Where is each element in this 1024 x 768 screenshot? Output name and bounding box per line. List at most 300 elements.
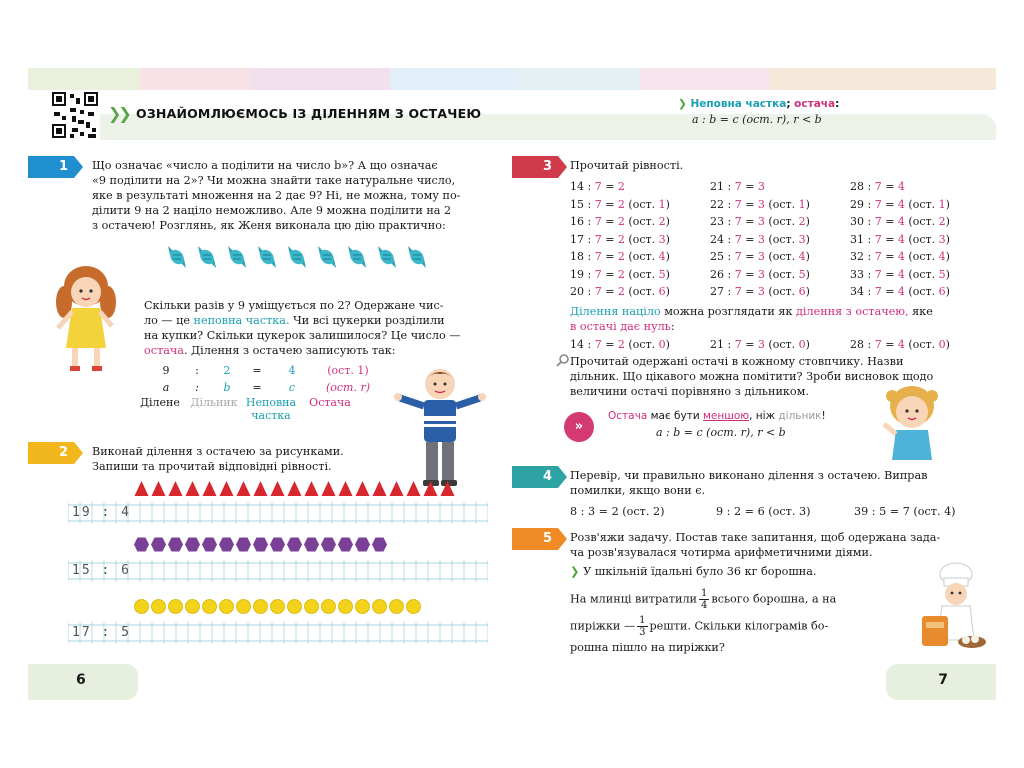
eq-rem-label: (ост. <box>624 285 659 299</box>
eq-op: : <box>724 232 735 246</box>
eq-remainder: 1 <box>658 197 666 211</box>
candy-icon <box>164 242 190 272</box>
eq-op: : <box>864 285 875 299</box>
writing-grid[interactable] <box>68 560 488 582</box>
candy-icon <box>314 242 340 272</box>
eq-eq: = <box>601 232 618 246</box>
task-4-text <box>570 468 990 498</box>
eq-rem-label: (ост. <box>904 197 939 211</box>
eq-quotient: 3 <box>757 180 765 194</box>
eq-op: : <box>724 267 735 281</box>
eq-divisor: 7 <box>734 338 742 352</box>
eq-rem-close: ) <box>945 197 950 211</box>
eq-eq: = <box>881 180 898 194</box>
eq-eq: = <box>741 232 758 246</box>
circle-shape <box>168 598 183 615</box>
task-3-number-badge: 3 <box>512 156 558 178</box>
equation-row <box>570 213 990 231</box>
task-5-problem <box>570 562 916 658</box>
task-1-explanation <box>144 298 484 358</box>
eq-rem-close: ) <box>805 232 810 246</box>
hexagon-shape <box>202 536 217 553</box>
eq-op: : <box>724 338 735 352</box>
eq-rem-close: ) <box>665 285 670 299</box>
eq-eq: = <box>601 250 618 264</box>
fraction-denominator: 3 <box>639 627 646 638</box>
eq-rem-label: (ост. <box>764 338 799 352</box>
zero-remainder-grid <box>570 336 990 354</box>
circle-shape <box>321 598 336 615</box>
task-2-line: Запиши та прочитай відповідні рівності. <box>92 460 332 473</box>
circle-shape <box>406 598 421 615</box>
boy-illustration <box>390 364 490 492</box>
eq-op: : <box>584 180 595 194</box>
eq-dividend: 25 <box>710 250 724 264</box>
fraction-one-third <box>637 615 647 638</box>
task-2-line: Виконай ділення з остачею за рисунками. <box>92 445 344 458</box>
equation-cell <box>710 268 850 281</box>
equation-cell <box>850 180 990 193</box>
note-text: можна розглядати як <box>660 305 797 318</box>
equation-row <box>570 283 990 301</box>
hexagon-shape <box>236 536 251 553</box>
eq-eq: = <box>881 338 898 352</box>
chapter-title: ОЗНАЙОМЛЮЄМОСЬ ІЗ ДІЛЕННЯМ З ОСТАЧЕЮ <box>136 106 482 121</box>
problem-text: всього борошна, а на <box>711 592 837 606</box>
eq-eq: = <box>881 232 898 246</box>
task-1-line: з остачею! Розглянь, як Женя виконала цю дію практично: <box>92 219 446 232</box>
callout-term-divisor: дільник <box>778 410 822 422</box>
qr-code-icon[interactable] <box>50 90 100 140</box>
equation-row <box>570 336 990 354</box>
eq-quotient: 3 <box>757 232 765 246</box>
eq-rem-label: (ост. <box>764 285 799 299</box>
eq-dividend: 14 <box>570 338 584 352</box>
eq-rem-label: (ост. <box>904 215 939 229</box>
circle-shape <box>270 598 285 615</box>
eq-dividend: 16 <box>570 215 584 229</box>
eq-remainder: 6 <box>938 285 946 299</box>
rule-terms <box>678 98 848 110</box>
eq-rem-close: ) <box>945 215 950 229</box>
task-1-text <box>92 158 484 233</box>
eq-quotient: 2 <box>617 250 625 264</box>
eq-quotient: 2 <box>617 180 625 194</box>
eq-divisor: 7 <box>594 250 602 264</box>
equation-cell <box>710 338 850 351</box>
candy-icon <box>284 242 310 272</box>
hexagon-shape <box>151 536 166 553</box>
eq-dividend: 17 <box>570 232 584 246</box>
equation-row <box>570 248 990 266</box>
eq-op: : <box>584 215 595 229</box>
schema-op: : <box>195 364 199 377</box>
rule-chevron-icon: ❯ <box>678 98 691 110</box>
eq-eq: = <box>601 267 618 281</box>
eq-dividend: 33 <box>850 267 864 281</box>
writing-grid[interactable] <box>68 622 488 644</box>
schema-quotient: 4 <box>288 364 296 377</box>
eq-rem-label: (ост. <box>624 232 659 246</box>
candy-icon <box>194 242 220 272</box>
task-3-note <box>570 304 990 334</box>
schema-row-example <box>146 362 380 379</box>
note-term-zero: в остачі дає нуль <box>570 320 671 333</box>
triangle-row <box>134 480 455 497</box>
note-term-remainder-division: ділення з остачею, <box>796 305 909 318</box>
rule-term-partial: Неповна частка <box>690 98 787 110</box>
eq-dividend: 23 <box>710 215 724 229</box>
callout-term-remainder: Остача <box>608 410 648 422</box>
eq-quotient: 4 <box>897 285 905 299</box>
task-5-line: ча розв'язувалася чотирма арифметичними діями. <box>570 546 873 559</box>
callout-text-part: ! <box>821 410 826 422</box>
task-1-line: Що означає «число a поділити на число b»? А що означає <box>92 159 438 172</box>
circle-shape <box>389 598 404 615</box>
page-number-right: 7 <box>938 672 948 688</box>
hexagon-shape <box>304 536 319 553</box>
eq-op: : <box>724 180 735 194</box>
triangle-shape <box>253 480 268 497</box>
eq-rem-label: (ост. <box>764 232 799 246</box>
eq-quotient: 3 <box>757 197 765 211</box>
schema-quotient: c <box>288 381 296 394</box>
eq-remainder: 6 <box>658 285 666 299</box>
eq-op: : <box>724 215 735 229</box>
caption-dividend: Ділене <box>140 396 180 409</box>
eq-divisor: 7 <box>874 180 882 194</box>
magnifier-icon <box>556 353 570 367</box>
eq-eq: = <box>741 180 758 194</box>
eq-dividend: 27 <box>710 285 724 299</box>
triangle-shape <box>219 480 234 497</box>
hexagon-shape <box>321 536 336 553</box>
eq-dividend: 32 <box>850 250 864 264</box>
rule-separator: ; <box>786 98 795 110</box>
eq-rem-close: ) <box>945 267 950 281</box>
eq-quotient: 3 <box>757 250 765 264</box>
eq-divisor: 7 <box>734 285 742 299</box>
rule-colon: : <box>835 98 840 110</box>
eq-rem-label: (ост. <box>624 250 659 264</box>
eq-op: : <box>584 267 595 281</box>
explanation-text: ло — це <box>144 314 194 327</box>
eq-remainder: 5 <box>658 267 666 281</box>
fraction-one-quarter <box>699 588 709 611</box>
problem-chevron-icon: ❯ <box>570 565 584 578</box>
candy-icon <box>404 242 430 272</box>
equation-cell <box>850 198 990 211</box>
eq-dividend: 31 <box>850 232 864 246</box>
task-5-line: Розв'яжи задачу. Постав таке запитання, щоб одержана зада- <box>570 531 941 544</box>
triangle-shape <box>423 480 438 497</box>
question-line: Прочитай одержані остачі в кожному стовпчику. Назви <box>570 355 904 368</box>
note-line <box>570 304 990 319</box>
eq-remainder: 4 <box>658 250 666 264</box>
problem-line: рошна пішло на пиріжки? <box>570 641 725 654</box>
explanation-text: . Ділення з остачею записують так: <box>183 344 396 357</box>
eq-divisor: 7 <box>594 215 602 229</box>
eq-op: : <box>864 180 875 194</box>
eq-rem-label: (ост. <box>904 250 939 264</box>
circle-shape <box>304 598 319 615</box>
eq-op: : <box>724 197 735 211</box>
task-3-intro: Прочитай рівності. <box>570 159 684 172</box>
circle-shape <box>185 598 200 615</box>
eq-dividend: 26 <box>710 267 724 281</box>
eq-quotient: 4 <box>897 197 905 211</box>
eq-quotient: 4 <box>897 267 905 281</box>
equation-cell <box>710 233 850 246</box>
hexagon-shape <box>219 536 234 553</box>
eq-remainder: 2 <box>798 215 806 229</box>
eq-remainder: 5 <box>798 267 806 281</box>
hexagon-shape <box>338 536 353 553</box>
eq-quotient: 3 <box>757 267 765 281</box>
fraction-denominator: 4 <box>701 600 708 611</box>
eq-divisor: 7 <box>734 267 742 281</box>
triangle-shape <box>406 480 421 497</box>
eq-rem-label: (ост. <box>764 197 799 211</box>
equation-cell <box>850 233 990 246</box>
equation-cell <box>570 285 710 298</box>
eq-remainder: 3 <box>938 232 946 246</box>
eq-rem-label: (ост. <box>624 215 659 229</box>
eq-dividend: 28 <box>850 180 864 194</box>
eq-rem-label: (ост. <box>904 338 939 352</box>
task-5-text <box>570 530 990 560</box>
equation-row <box>570 178 990 196</box>
circle-shape <box>202 598 217 615</box>
eq-rem-close: ) <box>805 197 810 211</box>
division-schema <box>140 362 380 426</box>
eq-divisor: 7 <box>874 285 882 299</box>
task-4-line: Перевір, чи правильно виконано ділення з остачею. Виправ <box>570 469 928 482</box>
chapter-header <box>28 90 996 142</box>
triangle-shape <box>440 480 455 497</box>
eq-eq: = <box>601 285 618 299</box>
circle-shape <box>372 598 387 615</box>
eq-rem-label: (ост. <box>764 250 799 264</box>
top-band-sand <box>770 68 996 90</box>
eq-quotient: 4 <box>897 250 905 264</box>
circle-shape <box>338 598 353 615</box>
triangle-shape <box>372 480 387 497</box>
eq-quotient: 2 <box>617 285 625 299</box>
eq-quotient: 2 <box>617 215 625 229</box>
eq-op: : <box>864 250 875 264</box>
problem-line <box>570 562 916 582</box>
callout-text <box>608 410 826 422</box>
eq-rem-close: ) <box>665 338 670 352</box>
explanation-text: Чи всі цукерки розділили <box>289 314 445 327</box>
eq-divisor: 7 <box>874 232 882 246</box>
question-line: величини остачі порівняно з дільником. <box>570 385 809 398</box>
eq-op: : <box>864 338 875 352</box>
eq-op: : <box>584 285 595 299</box>
schema-remainder: (ост. r) <box>325 381 371 394</box>
top-band-lilac <box>250 68 390 90</box>
eq-rem-close: ) <box>805 250 810 264</box>
task-4-line: помилки, якщо вони є. <box>570 484 706 497</box>
hexagon-shape <box>287 536 302 553</box>
eq-divisor: 7 <box>874 215 882 229</box>
grid-label-17-5: 17 : 5 <box>72 625 131 640</box>
rule-callout <box>564 406 832 448</box>
candy-icon <box>254 242 280 272</box>
eq-remainder: 0 <box>798 338 806 352</box>
eq-op: : <box>584 197 595 211</box>
note-text: : <box>670 320 675 333</box>
schema-remainder: (ост. 1) <box>327 364 369 377</box>
eq-rem-close: ) <box>805 215 810 229</box>
eq-dividend: 30 <box>850 215 864 229</box>
eq-remainder: 6 <box>798 285 806 299</box>
task-5-number-badge: 5 <box>512 528 558 550</box>
eq-quotient: 4 <box>897 232 905 246</box>
eq-eq: = <box>741 338 758 352</box>
schema-divisor: 2 <box>223 364 231 377</box>
eq-divisor: 7 <box>594 338 602 352</box>
textbook-spread <box>28 68 996 700</box>
equation-row <box>570 196 990 214</box>
schema-captions <box>140 396 380 426</box>
question-line: дільник. Що цікавого можна помітити? Зроби висновок щодо <box>570 370 934 383</box>
triangle-shape <box>321 480 336 497</box>
explanation-line: на купки? Скільки цукерок залишилося? Це число — <box>144 329 461 342</box>
hexagon-shape <box>168 536 183 553</box>
right-page <box>512 152 996 700</box>
callout-text-part: має бути <box>647 410 703 422</box>
equation-cell <box>570 233 710 246</box>
equation-grid <box>570 178 990 301</box>
triangle-shape <box>168 480 183 497</box>
eq-quotient: 3 <box>757 285 765 299</box>
eq-eq: = <box>881 215 898 229</box>
term-remainder: остача <box>144 344 184 357</box>
page-number-left: 6 <box>76 672 86 688</box>
eq-rem-close: ) <box>805 267 810 281</box>
problem-text: решти. Скільки кілограмів бо- <box>649 619 829 633</box>
top-band-rose <box>640 68 770 90</box>
eq-rem-label: (ост. <box>904 285 939 299</box>
triangle-shape <box>134 480 149 497</box>
writing-grid[interactable] <box>68 502 488 524</box>
circle-shape <box>236 598 251 615</box>
eq-quotient: 4 <box>897 338 905 352</box>
equation-cell <box>850 268 990 281</box>
schema-eq: = <box>252 364 262 377</box>
equation-cell <box>570 215 710 228</box>
eq-op: : <box>864 215 875 229</box>
equation-cell <box>570 198 710 211</box>
equation-cell <box>710 198 850 211</box>
task-1-line: ділити 9 на 2 націло неможливо. Але 9 можна поділити на 2 <box>92 204 452 217</box>
eq-quotient: 2 <box>617 338 625 352</box>
eq-eq: = <box>881 197 898 211</box>
eq-rem-close: ) <box>665 250 670 264</box>
triangle-shape <box>236 480 251 497</box>
eq-rem-close: ) <box>665 232 670 246</box>
circle-shape <box>253 598 268 615</box>
eq-eq: = <box>601 338 618 352</box>
eq-op: : <box>584 250 595 264</box>
eq-quotient: 3 <box>757 215 765 229</box>
eq-quotient: 4 <box>897 180 905 194</box>
schema-op: : <box>195 381 199 394</box>
eq-divisor: 7 <box>594 180 602 194</box>
callout-formula: a : b = c (ост. r), r < b <box>656 426 786 439</box>
eq-dividend: 22 <box>710 197 724 211</box>
candy-icon <box>224 242 250 272</box>
eq-quotient: 3 <box>757 338 765 352</box>
equation-cell <box>710 215 850 228</box>
eq-rem-close: ) <box>945 250 950 264</box>
note-line <box>570 319 990 334</box>
equation-cell <box>710 180 850 193</box>
triangle-shape <box>185 480 200 497</box>
fraction-numerator: 1 <box>639 615 646 626</box>
explanation-line <box>144 313 484 328</box>
eq-remainder: 2 <box>658 215 666 229</box>
top-band-pink <box>140 68 250 90</box>
problem-line <box>570 588 916 611</box>
equation-cell <box>850 250 990 263</box>
eq-remainder: 2 <box>938 215 946 229</box>
eq-rem-label: (ост. <box>764 215 799 229</box>
equation-cell <box>570 250 710 263</box>
task-2-text <box>92 444 392 474</box>
task-4-number-badge: 4 <box>512 466 558 488</box>
grid-label-19-4: 19 : 4 <box>72 505 131 520</box>
eq-dividend: 34 <box>850 285 864 299</box>
schema-eq: = <box>252 381 262 394</box>
eq-quotient: 2 <box>617 197 625 211</box>
eq-eq: = <box>601 180 618 194</box>
circle-shape <box>355 598 370 615</box>
grid-label-15-6: 15 : 6 <box>72 563 131 578</box>
eq-eq: = <box>741 197 758 211</box>
triangle-shape <box>389 480 404 497</box>
eq-dividend: 21 <box>710 180 724 194</box>
eq-eq: = <box>601 197 618 211</box>
eq-op: : <box>724 285 735 299</box>
eq-rem-close: ) <box>665 215 670 229</box>
eq-eq: = <box>881 285 898 299</box>
eq-remainder: 3 <box>798 232 806 246</box>
task-1-line: «9 поділити на 2»? Чи можна знайти таке натуральне число, <box>92 174 456 187</box>
eq-remainder: 0 <box>938 338 946 352</box>
problem-text: пиріжки — <box>570 619 636 633</box>
eq-op: : <box>584 232 595 246</box>
candy-row <box>164 242 430 272</box>
eq-dividend: 18 <box>570 250 584 264</box>
circle-shape <box>151 598 166 615</box>
eq-divisor: 7 <box>594 232 602 246</box>
eq-op: : <box>864 197 875 211</box>
fraction-numerator: 1 <box>701 588 708 599</box>
circle-shape <box>134 598 149 615</box>
eq-divisor: 7 <box>594 197 602 211</box>
eq-divisor: 7 <box>874 250 882 264</box>
eq-op: : <box>584 338 595 352</box>
eq-eq: = <box>601 215 618 229</box>
eq-dividend: 29 <box>850 197 864 211</box>
eq-rem-label: (ост. <box>764 267 799 281</box>
girl-thinking-illustration <box>872 380 950 460</box>
schema-divisor: b <box>223 381 231 394</box>
chef-illustration <box>916 562 988 652</box>
